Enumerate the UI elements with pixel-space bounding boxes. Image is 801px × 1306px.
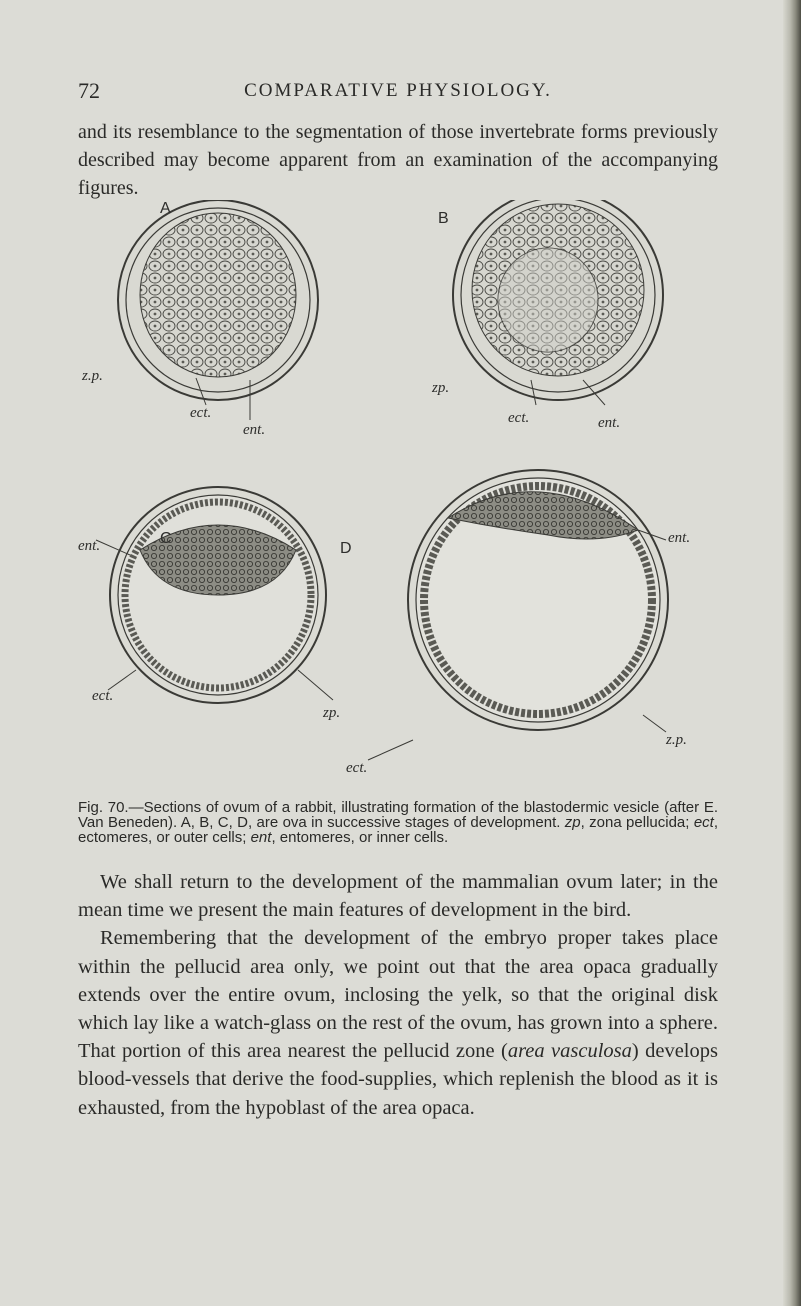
caption-zp-abbr: zp: [564, 814, 581, 831]
figure-number: Fig. 70.: [78, 799, 129, 816]
panel-c-zp-label: zp.: [323, 705, 341, 721]
panel-c-letter: C: [160, 530, 172, 547]
panel-b-ovum: [453, 200, 663, 405]
panel-a-ovum: [118, 200, 318, 420]
body-paragraph-2-part-2: ) develops blood-vessels that derive the food-supplies, which replenish the blood as it is exhausted, from the hypoblast of the area opaca.: [78, 1040, 718, 1119]
page-header: [78, 78, 718, 108]
panel-a-ect-label: ect.: [190, 405, 212, 421]
panel-c-ect-label: ect.: [92, 688, 114, 704]
page-number: 72: [78, 78, 100, 103]
panel-b-ect-label: ect.: [508, 410, 530, 426]
panel-d-ovum: [368, 470, 668, 760]
running-head: COMPARATIVE PHYSIOLOGY.: [244, 80, 552, 101]
figure-caption: [78, 800, 718, 845]
caption-text-4: , entomeres, or inner cells.: [271, 829, 449, 846]
body-paragraph-2: [78, 924, 718, 1121]
panel-b-letter: B: [438, 210, 449, 227]
panel-c-ovum: [96, 487, 333, 703]
intro-paragraph: and its resemblance to the segmentation of those invertebrate forms previously described may become apparent from an examination of the accompanying figures.: [78, 121, 718, 199]
panel-d-ect-label: ect.: [346, 760, 368, 776]
figure-70-drawing: [78, 200, 718, 780]
body-paragraph-1: We shall return to the development of the mammalian ovum later; in the mean time we present the main features of development in the bird.: [78, 871, 718, 922]
caption-ect-abbr: ect: [693, 814, 714, 831]
panel-b-ent-label: ent.: [598, 415, 621, 431]
caption-text-1: —Sections of ovum of a rabbit, illustrating formation of the blastodermic vesicle (after E. Van Beneden). A, B, C, D, are ova in successive stages of development.: [78, 799, 718, 831]
page-edge-shadow: [783, 0, 801, 1306]
panel-d-letter: D: [340, 540, 352, 557]
figure-70: [78, 200, 718, 780]
panel-a-zp-label: z.p.: [82, 368, 103, 384]
body-paragraph-2-part-1: Remembering that the development of the embryo proper takes place within the pellucid area only, we point out that the area opaca gradually extends over the entire ovum, inclosing the yelk, so that the original disk which lay like a watch-glass on the rest of the ovum, has grown into a sphere. That portion of this area nearest the pellucid zone (: [78, 927, 718, 1063]
panel-b-zp-label: zp.: [432, 380, 450, 396]
panel-c-ent-label: ent.: [78, 538, 101, 554]
panel-d-ent-label: ent.: [668, 530, 691, 546]
body-text: [78, 868, 718, 1122]
panel-a-ent-label: ent.: [243, 422, 266, 438]
caption-ent-abbr: ent: [250, 829, 272, 846]
caption-text-2: , zona pellucida;: [580, 814, 694, 831]
caption-text-3: , ectomeres, or outer cells;: [78, 814, 718, 846]
area-vasculosa-term: area vasculosa: [507, 1040, 632, 1063]
panel-d-zp-label: z.p.: [666, 732, 687, 748]
panel-a-letter: A: [160, 200, 171, 217]
